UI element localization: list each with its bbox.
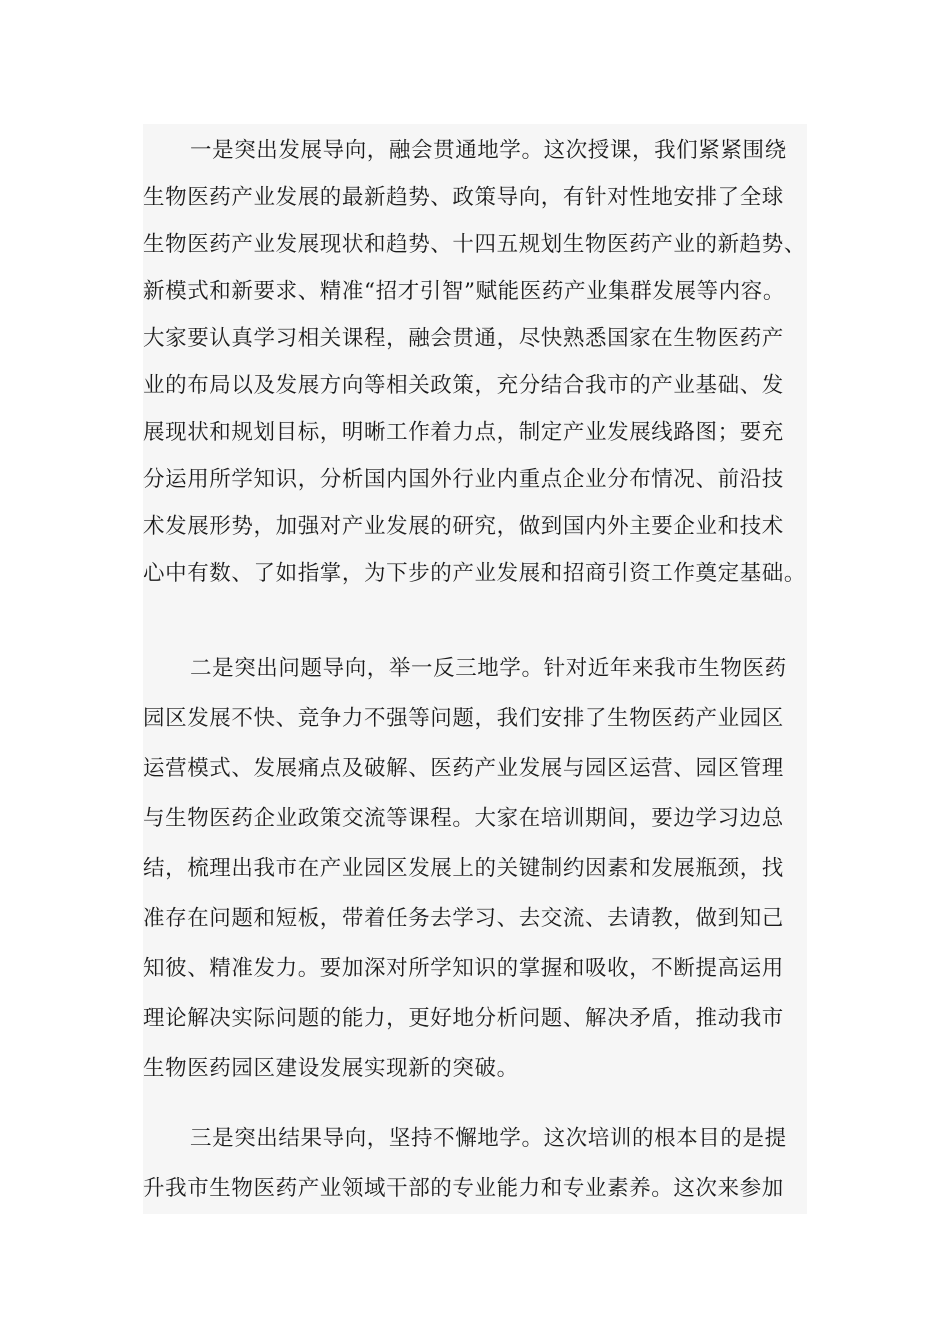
text-line: 展现状和规划目标，明晰工作着力点，制定产业发展线路图；要充 <box>143 420 784 445</box>
text-line: 三是突出结果导向，坚持不懈地学。这次培训的根本目的是提 <box>190 1126 787 1151</box>
text-line: 生物医药产业发展的最新趋势、政策导向，有针对性地安排了全球 <box>143 185 784 210</box>
text-line: 业的布局以及发展方向等相关政策，充分结合我市的产业基础、发 <box>143 373 784 398</box>
text-line: 理论解决实际问题的能力，更好地分析问题、解决矛盾，推动我市 <box>143 1006 784 1031</box>
text-line: 大家要认真学习相关课程，融会贯通，尽快熟悉国家在生物医药产 <box>143 326 784 351</box>
text-line: 升我市生物医药产业领域干部的专业能力和专业素养。这次来参加 <box>143 1176 784 1201</box>
text-line: 园区发展不快、竞争力不强等问题，我们安排了生物医药产业园区 <box>143 706 784 731</box>
text-line: 知彼、精准发力。要加深对所学知识的掌握和吸收，不断提高运用 <box>143 956 784 981</box>
text-line: 分运用所学知识，分析国内国外行业内重点企业分布情况、前沿技 <box>143 467 784 492</box>
text-line: 结，梳理出我市在产业园区发展上的关键制约因素和发展瓶颈，找 <box>143 856 784 881</box>
text-line: 二是突出问题导向，举一反三地学。针对近年来我市生物医药 <box>190 656 787 681</box>
text-line: 运营模式、发展痛点及破解、医药产业发展与园区运营、园区管理 <box>143 756 784 781</box>
text-line: 新模式和新要求、精准“招才引智”赋能医药产业集群发展等内容。 <box>143 279 785 304</box>
text-line: 心中有数、了如指掌，为下步的产业发展和招商引资工作奠定基础。 <box>143 561 807 586</box>
text-line: 与生物医药企业政策交流等课程。大家在培训期间，要边学习边总 <box>143 806 784 831</box>
text-line: 生物医药产业发展现状和趋势、十四五规划生物医药产业的新趋势、 <box>143 232 807 257</box>
text-line: 生物医药园区建设发展实现新的突破。 <box>143 1056 519 1081</box>
document-body <box>143 124 807 1214</box>
text-line: 准存在问题和短板，带着任务去学习、去交流、去请教，做到知己 <box>143 906 784 931</box>
text-line: 一是突出发展导向，融会贯通地学。这次授课，我们紧紧围绕 <box>190 138 787 163</box>
text-line: 术发展形势，加强对产业发展的研究，做到国内外主要企业和技术 <box>143 514 784 539</box>
